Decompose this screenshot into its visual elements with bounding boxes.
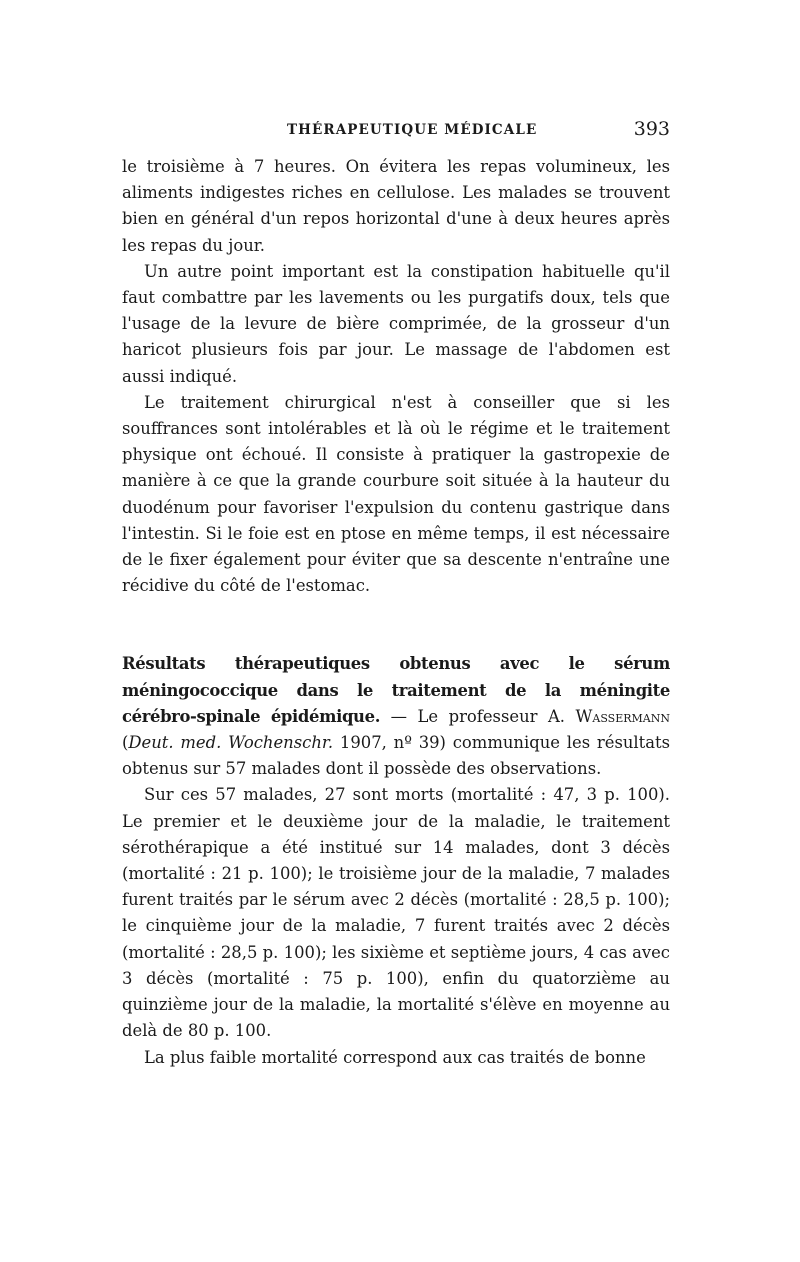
body-text <box>122 154 670 1071</box>
page-number: 393 <box>633 118 670 140</box>
journal-name: Deut. med. Wochenschr. <box>128 733 334 753</box>
paragraph-continuation: le troisième à 7 heures. On évitera les repas volumineux, les aliments indigestes riches en cellulose. Les malades se trouvent bien en général d'un repos horizontal d'une à deux heures après les repas du jour. <box>122 157 670 255</box>
running-title: THÉRAPEUTIQUE MÉDICALE <box>287 122 538 138</box>
source-open: ( <box>122 733 129 753</box>
intro-rest: 1907, nº 39) communique les résultats obtenus sur 57 malades dont il possède des observations. <box>122 733 671 779</box>
author-name: Wassermann <box>575 706 670 726</box>
section-gap <box>122 599 670 651</box>
article-title: Résultats thérapeutiques obtenus avec le sérum méningococcique dans le traitement de la méningite cérébro-spinale épidémique. <box>122 654 670 726</box>
paragraph-mortality-results: Sur ces 57 malades, 27 sont morts (mortalité : 47, 3 p. 100). Le premier et le deuxième jour de la maladie, le traitement sérothérapique a été institué sur 14 malades, dont 3 décès (mortalité : 21 p. 100); le troisième jour de la maladie, 7 malades furent traités par le sérum avec 2 décès (mortalité : 28,5 p. 100); le cinquième jour de la maladie, 7 furent traités avec 2 décès (mortalité : 28,5 p. 100); les sixième et septième jours, 4 cas avec 3 décès (mortalité : 75 p. 100), enfin du quatorzième au quinzième jour de la maladie, la mortalité s'élève en moyenne au delà de 80 p. 100. <box>122 785 670 1041</box>
paragraph-surgical-treatment: Le traitement chirurgical n'est à conseiller que si les souffrances sont intolérables et là où le régime et le traitement physique ont échoué. Il consiste à pratiquer la gastropexie de manière à ce que la grande courbure soit située à la hauteur du duodénum pour favoriser l'expulsion du contenu gastrique dans l'intestin. Si le foie est en ptose en même temps, il est nécessaire de le fixer également pour éviter que sa descente n'entraîne une récidive du côté de l'estomac. <box>122 392 670 596</box>
article-intro <box>122 651 670 782</box>
paragraph-lowest-mortality: La plus faible mortalité correspond aux cas traités de bonne <box>144 1047 646 1067</box>
paragraph-constipation: Un autre point important est la constipation habituelle qu'il faut combattre par les lavements ou les purgatifs doux, tels que l'usage de la levure de bière comprimée, de la grosseur d'un haricot plusieurs fois par jour. Le massage de l'abdomen est aussi indiqué. <box>122 261 670 386</box>
intro-dash: — Le professeur A. <box>380 706 576 726</box>
page-header <box>122 118 670 144</box>
